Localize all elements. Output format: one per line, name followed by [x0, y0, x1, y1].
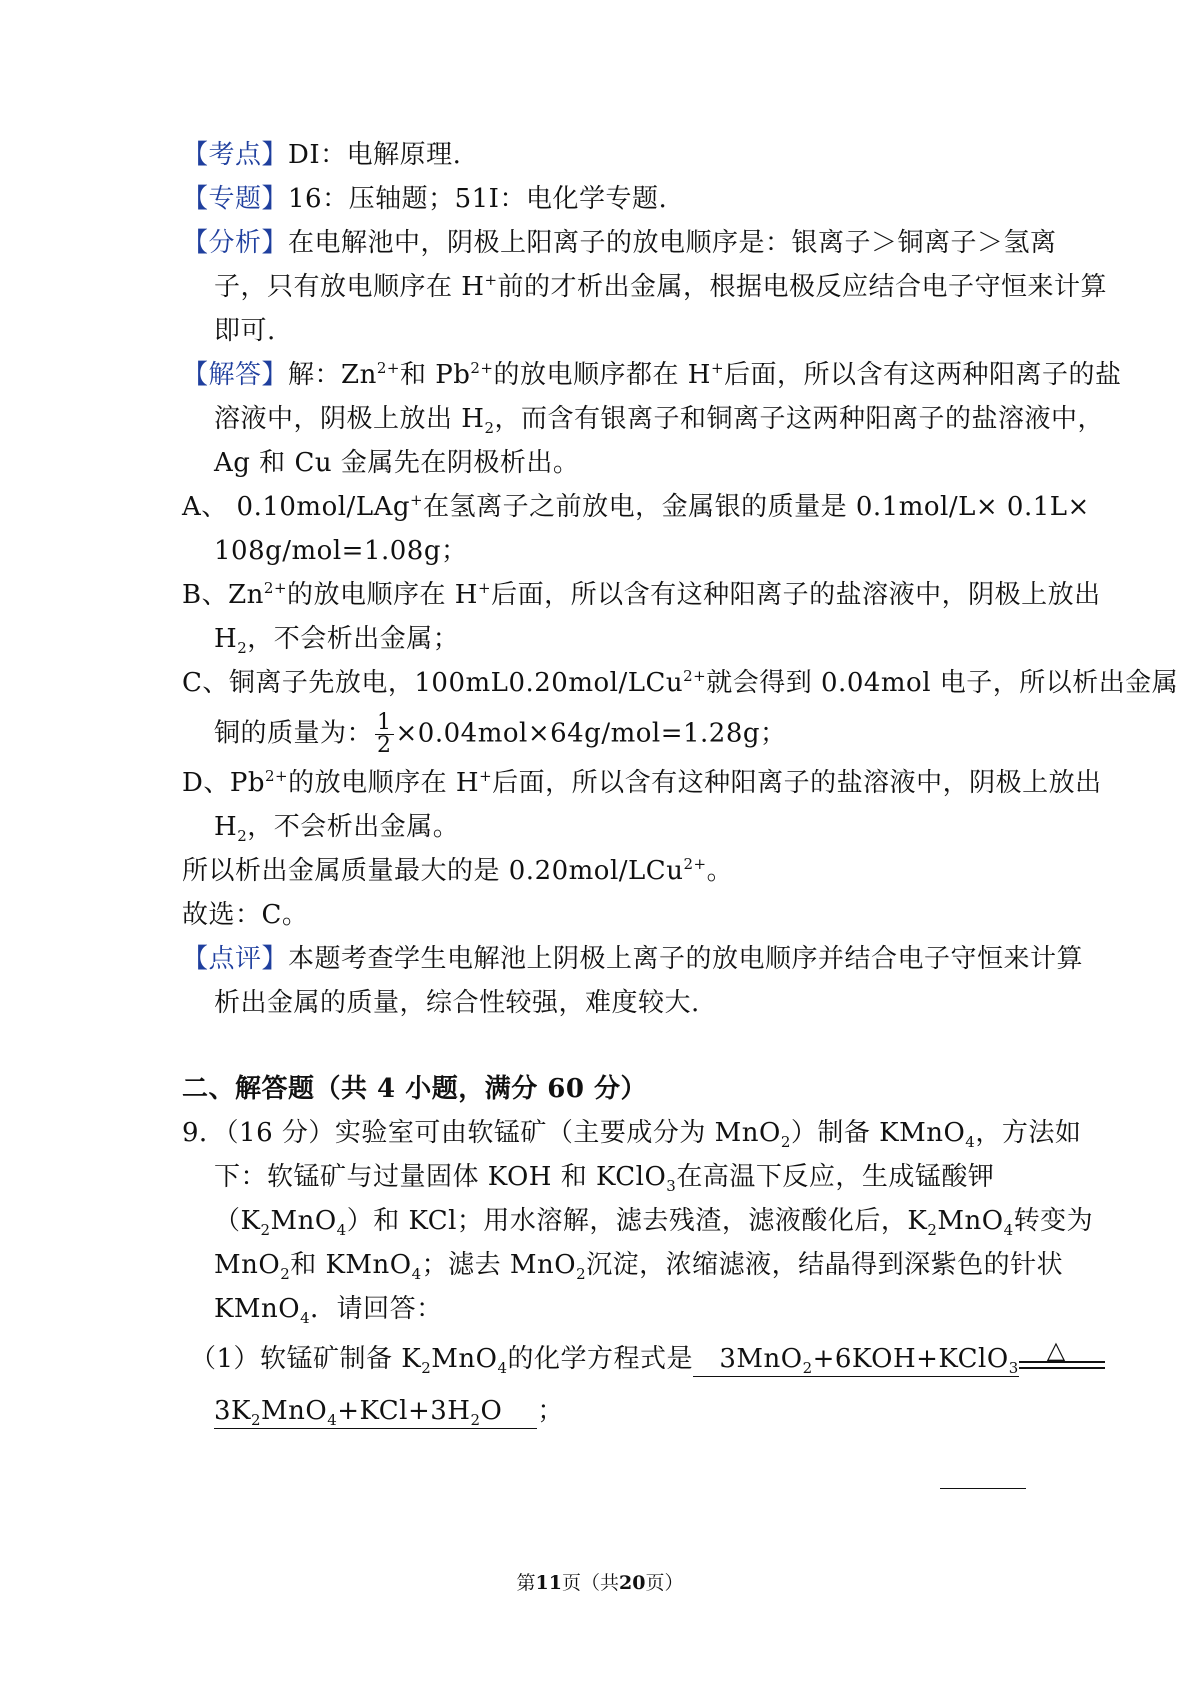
option-a-text: A、 0.10mol/LAg: [182, 492, 411, 522]
kaodian-tag: 【考点】: [182, 140, 289, 170]
page-number: 11: [535, 1572, 562, 1594]
question-text: 9．（16 分）实验室可由软锰矿（主要成分为 MnO: [182, 1118, 781, 1148]
option-a-line-2: [214, 534, 1064, 568]
question-text: ．请回答：: [310, 1294, 443, 1324]
subscript: 3: [1008, 1359, 1019, 1377]
option-a-text: 108g/mol=1.08g；: [214, 536, 468, 566]
equation-text: O: [480, 1396, 503, 1426]
kaodian-text: DI：电解原理.: [288, 140, 462, 170]
question-text: 下：软锰矿与过量固体 KOH 和 KClO: [214, 1162, 667, 1192]
option-c-text: 铜的质量为：: [214, 718, 374, 749]
heating-equals-sign: [1019, 1336, 1105, 1375]
kaodian-line: [182, 138, 1032, 172]
question-text: 转变为: [1013, 1206, 1094, 1236]
jieda-text: 溶液中，阴极上放出 H: [214, 404, 485, 434]
fenxi-tag: 【分析】: [182, 228, 289, 258]
answer-blank: [693, 1342, 1019, 1377]
page-footer: [0, 1568, 1200, 1595]
dianping-line-2: [214, 986, 1064, 1020]
question-9-line-2: [214, 1160, 1064, 1194]
question-text: ；: [537, 1396, 564, 1426]
subscript: 4: [336, 1221, 347, 1239]
subscript: 4: [300, 1309, 311, 1327]
jieda-line-2: [214, 402, 1105, 437]
subscript: 2: [576, 1265, 587, 1283]
subscript: 2: [250, 1411, 262, 1429]
zhuanti-tag: 【专题】: [182, 184, 289, 214]
subscript: 2: [927, 1221, 938, 1239]
question-text: 在高温下反应，生成锰酸钾: [676, 1162, 995, 1192]
subscript: 4: [327, 1411, 338, 1429]
subscript: 3: [666, 1177, 677, 1195]
option-b-line-2: [214, 622, 1064, 656]
jieda-text: Ag 和 Cu 金属先在阴极析出。: [214, 448, 580, 478]
footer-text: 页（共: [561, 1572, 619, 1594]
question-text: MnO: [214, 1250, 281, 1280]
option-a-text: 在氢离子之前放电，金属银的质量是 0.1mol/L× 0.1L×: [423, 492, 1090, 522]
superscript: 2+: [263, 579, 288, 597]
fenxi-text-2b: 前的才析出金属，根据电极反应结合电子守恒来计算: [497, 272, 1108, 302]
fenxi-line-3: [214, 314, 1064, 348]
section-title: 二、解答题（共 4 小题，满分 60 分）: [182, 1074, 647, 1104]
subscript: 4: [1003, 1221, 1014, 1239]
question-text: ；滤去 MnO: [421, 1250, 577, 1280]
jieda-text: ，而含有银离子和铜离子这两种阳离子的盐溶液中，: [494, 404, 1105, 434]
question-text: MnO: [937, 1206, 1004, 1236]
option-a-line-1: [182, 490, 1090, 524]
jieda-text: 解：Zn: [288, 360, 377, 390]
subscript: 4: [965, 1133, 976, 1151]
option-c-line-2: [214, 712, 1064, 757]
fraction: [375, 712, 394, 757]
superscript: 2+: [376, 359, 400, 377]
footer-text: 第: [516, 1572, 536, 1594]
subscript: 2: [260, 1221, 271, 1239]
dianping-tag: 【点评】: [182, 944, 289, 974]
fraction-numerator: 1: [377, 710, 392, 735]
answer-text: 故选：C。: [182, 900, 309, 930]
subscript: 4: [411, 1265, 422, 1283]
question-text: 和 KMnO: [290, 1250, 412, 1280]
option-c-text: 就会得到 0.04mol 电子，所以析出金属: [706, 668, 1179, 698]
question-text: ）制备 KMnO: [790, 1118, 966, 1148]
question-9-line-3: [214, 1204, 1094, 1239]
option-d-text: H: [214, 812, 238, 842]
option-d-text: 的放电顺序在 H: [288, 768, 480, 798]
superscript: +: [479, 767, 493, 785]
superscript: 2+: [470, 359, 494, 377]
fraction-denominator: 2: [377, 733, 392, 758]
zhuanti-text: 16：压轴题；51I：电化学专题.: [288, 184, 668, 214]
question-text: MnO: [270, 1206, 337, 1236]
question-text: ，方法如: [975, 1118, 1082, 1148]
superscript: 2+: [683, 855, 707, 873]
question-text: 的化学方程式是: [507, 1344, 694, 1374]
superscript: 2+: [683, 667, 707, 685]
equals-bar: [1019, 1361, 1105, 1363]
option-b-line-1: [182, 578, 1101, 612]
conclusion-line: [182, 854, 1032, 888]
question-text: KMnO: [214, 1294, 301, 1324]
fenxi-text-3: 即可.: [214, 316, 276, 346]
question-9-line-4: [214, 1248, 1064, 1282]
answer-blank-continuation: [940, 1488, 1026, 1489]
option-b-text: 的放电顺序在 H: [287, 580, 478, 610]
question-9-line-1: [182, 1116, 1082, 1151]
option-d-text: ，不会析出金属。: [247, 812, 460, 842]
footer-text: 页）: [645, 1572, 684, 1594]
option-d-text: 后面，所以含有这种阳离子的盐溶液中，阴极上放出: [492, 768, 1102, 798]
fenxi-text-2a: 子，只有放电顺序在 H: [214, 272, 485, 302]
subscript: 2: [280, 1265, 291, 1283]
dianping-text: 析出金属的质量，综合性较强，难度较大.: [214, 988, 700, 1018]
jieda-line-1: [182, 358, 1122, 392]
option-d-line-2: [214, 810, 1064, 844]
option-b-text: B、Zn: [182, 580, 264, 610]
question-text: （1）软锰矿制备 K: [190, 1344, 422, 1374]
jieda-text: 后面，所以含有这两种阳离子的盐: [724, 360, 1122, 390]
subscript: 4: [497, 1359, 508, 1377]
option-c-text: C、铜离子先放电，100mL0.20mol/LCu: [182, 668, 684, 698]
option-d-text: D、Pb: [182, 768, 265, 798]
superscript: +: [410, 491, 424, 509]
equation-text: 3K: [214, 1396, 251, 1426]
question-text: ）和 KCl；用水溶解，滤去残渣，滤液酸化后，K: [346, 1206, 928, 1236]
subscript: 2: [237, 639, 248, 657]
question-text: MnO: [431, 1344, 498, 1374]
jieda-line-3: [214, 446, 1064, 480]
equation-text: +KCl+3H: [337, 1396, 471, 1426]
subscript: 2: [484, 419, 495, 437]
equation-text: 3MnO: [719, 1344, 803, 1374]
question-9-part-1-line-1: [190, 1336, 1066, 1377]
dianping-text: 本题考查学生电解池上阴极上离子的放电顺序并结合电子守恒来计算: [288, 944, 1084, 974]
jieda-text: 的放电顺序都在 H: [493, 360, 711, 390]
option-c-text: ×0.04mol×64g/mol=1.28g；: [395, 718, 787, 749]
zhuanti-line: [182, 182, 1032, 216]
conclusion-text: 所以析出金属质量最大的是 0.20mol/LCu: [182, 856, 684, 886]
dianping-line-1: [182, 942, 1084, 976]
superscript: 2+: [264, 767, 289, 785]
subscript: 2: [780, 1133, 791, 1151]
superscript: +: [484, 271, 498, 289]
subscript: 2: [470, 1411, 481, 1429]
option-b-text: H: [214, 624, 238, 654]
jieda-tag: 【解答】: [182, 360, 289, 390]
jieda-text: 和 Pb: [399, 360, 471, 390]
equals-bar: [1019, 1367, 1105, 1369]
subscript: 2: [421, 1359, 432, 1377]
option-c-line-1: [182, 666, 1179, 700]
fenxi-line-2: [214, 270, 1108, 304]
answer-line: [182, 898, 1032, 932]
section-heading: [182, 1072, 1032, 1106]
subscript: 2: [237, 827, 248, 845]
conclusion-text: 。: [706, 856, 734, 886]
superscript: +: [478, 579, 492, 597]
equation-text: MnO: [261, 1396, 328, 1426]
superscript: +: [710, 359, 725, 377]
question-text: （K: [214, 1206, 261, 1236]
answer-blank: [214, 1394, 537, 1429]
fenxi-text-1: 在电解池中，阴极上阳离子的放电顺序是：银离子＞铜离子＞氢离: [288, 228, 1057, 258]
option-b-text: ，不会析出金属；: [247, 624, 460, 654]
question-text: 沉淀，浓缩滤液，结晶得到深紫色的针状: [586, 1250, 1064, 1280]
equation-text: +6KOH+KClO: [812, 1344, 1009, 1374]
question-9-part-1-line-2: [214, 1394, 1064, 1429]
total-pages: 20: [619, 1572, 646, 1594]
subscript: 2: [802, 1359, 813, 1377]
question-9-line-5: [214, 1292, 1064, 1326]
fenxi-line-1: [182, 226, 1057, 260]
option-d-line-1: [182, 766, 1102, 800]
delta-symbol: △: [1046, 1336, 1066, 1364]
option-b-text: 后面，所以含有这种阳离子的盐溶液中，阴极上放出: [491, 580, 1101, 610]
